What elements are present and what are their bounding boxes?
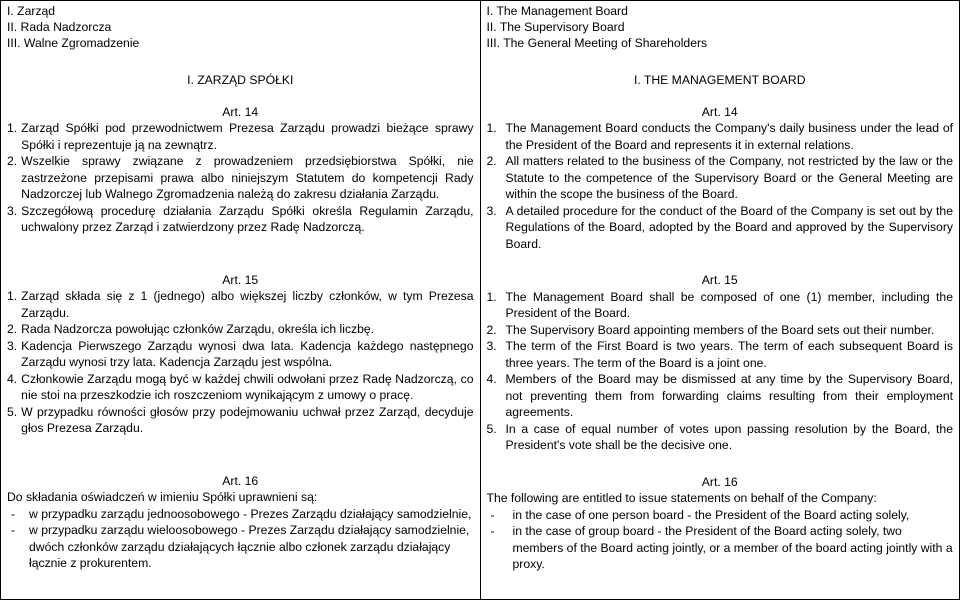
english-intro — [487, 3, 954, 51]
article-14-item — [7, 153, 474, 203]
article-16-item — [487, 523, 954, 573]
article-15-item — [487, 371, 954, 421]
item-text: w przypadku zarządu jednoosobowego - Prezes Zarządu działający samodzielnie, — [29, 506, 472, 521]
item-number: 1. — [7, 289, 18, 303]
item-text: w przypadku zarządu wieloosobowego - Prezes Zarządu działający samodzielnie, dwóch członków zarządu działających łącznie albo członek zarządu działający łącznie z prokurentem. — [29, 523, 470, 570]
article-15-item — [7, 404, 474, 437]
intro-line: I. The Management Board — [486, 4, 628, 18]
article-14-item — [7, 120, 474, 153]
article-14-item — [487, 203, 954, 253]
item-text: The term of the First Board is two years. The term of each subsequent Board is three years. The term of the Board is a joint one. — [505, 339, 953, 370]
section-title: I. THE MANAGEMENT BOARD — [633, 73, 806, 87]
item-text: Wszelkie sprawy związane z prowadzeniem przedsiębiorstwa Spółki, nie zastrzeżone przepisami prawa albo niniejszym Statutem do kompetencji Rady Nadzorczej lub Walnego Zgromadzenia należą do zakresu działania Zarządu. — [21, 154, 474, 201]
section-title: I. ZARZĄD SPÓŁKI — [187, 73, 294, 87]
dash-marker: - — [490, 524, 495, 538]
item-text: Zarząd Spółki pod przewodnictwem Prezesa Zarządu prowadzi bieżące sprawy Spółki i reprezentuje ją na zewnątrz. — [21, 121, 474, 152]
item-number: 1. — [7, 121, 18, 135]
item-number: 3. — [486, 203, 497, 218]
item-text: In a case of equal number of votes upon passing resolution by the Board, the President's vote shall be the decisive one. — [505, 421, 953, 452]
item-number: 4. — [486, 372, 497, 386]
dash-marker: - — [490, 507, 495, 522]
item-text: The Supervisory Board appointing members of the Board sets out their number. — [505, 322, 935, 337]
item-text: The Management Board conducts the Company's daily business under the lead of the President of the Board and represents it in external relations. — [505, 121, 953, 152]
item-number: 2. — [486, 322, 497, 337]
polish-content — [7, 3, 474, 572]
item-text: A detailed procedure for the conduct of the Board of the Company is set out by the Regulations of the Board, adopted by the Board and approved by the Supervisory Board. — [505, 203, 953, 251]
article-16-title: Art. 16 — [701, 474, 738, 489]
intro-line: III. Walne Zgromadzenie — [7, 36, 140, 50]
article-14-item — [7, 203, 474, 236]
item-number: 3. — [7, 338, 18, 353]
article-15-title: Art. 15 — [222, 272, 259, 287]
article-16-lead: Do składania oświadczeń w imieniu Spółki uprawnieni są: — [7, 490, 318, 504]
article-15-item — [487, 421, 954, 454]
article-16-item — [7, 506, 474, 523]
english-column — [480, 1, 960, 600]
item-text: Kadencja Pierwszego Zarządu wynosi dwa lata. Kadencja każdego następnego Zarządu wynosi trzy lata. Kadencja Zarządu jest wspólna. — [21, 338, 474, 369]
article-14-item — [487, 120, 954, 153]
article-16-item — [487, 507, 954, 524]
intro-line: II. The Supervisory Board — [486, 20, 625, 34]
item-number: 2. — [486, 154, 497, 168]
item-text: Members of the Board may be dismissed at any time by the Supervisory Board, not preventing them from forwarding claims resulting from their employment agreements. — [505, 372, 953, 419]
article-16-title: Art. 16 — [222, 473, 259, 488]
item-text: Rada Nadzorcza powołując członków Zarządu, określa ich liczbę. — [21, 322, 375, 336]
item-number: 2. — [7, 322, 18, 336]
article-16-item — [7, 522, 474, 572]
article-15-item — [487, 289, 954, 322]
intro-line: I. Zarząd — [7, 4, 56, 18]
item-number: 1. — [486, 121, 497, 135]
english-content — [487, 3, 954, 573]
item-number: 4. — [7, 371, 18, 386]
polish-column — [1, 1, 481, 600]
article-15-item — [487, 338, 954, 371]
dash-marker: - — [11, 506, 16, 521]
item-text: W przypadku równości głosów przy podejmowaniu uchwał przez Zarząd, decyduje głos Prezesa Zarządu. — [21, 404, 474, 435]
item-number: 5. — [486, 421, 497, 436]
article-15-item — [7, 288, 474, 321]
item-text: All matters related to the business of the Company, not restricted by the law or the Statute to the competence of the Supervisory Board or the General Meeting are within the scope the business of the Board. — [505, 154, 953, 201]
article-16-lead: The following are entitled to issue statements on behalf of the Company: — [486, 491, 877, 505]
article-15-item — [7, 321, 474, 338]
item-number: 2. — [7, 154, 18, 168]
article-14-title: Art. 14 — [701, 104, 738, 119]
intro-line: II. Rada Nadzorcza — [7, 20, 112, 34]
item-text: The Management Board shall be composed of one (1) member, including the President of the Board. — [505, 289, 953, 320]
item-text: in the case of group board - the President of the Board acting solely, two members of the Board acting jointly, or a member of the board acting jointly with a proxy. — [512, 524, 953, 571]
article-15-item — [7, 338, 474, 371]
item-number: 1. — [486, 289, 497, 304]
polish-intro — [7, 3, 474, 51]
item-text: Członkowie Zarządu mogą być w każdej chwili odwołani przez Radę Nadzorczą, co nie stoi na przeszkodzie ich roszczeniom wynikającym z umowy o pracę. — [21, 371, 474, 402]
item-number: 3. — [7, 203, 18, 218]
article-14-item — [487, 153, 954, 203]
item-number: 3. — [486, 339, 497, 353]
dash-marker: - — [11, 523, 16, 537]
item-text: in the case of one person board - the President of the Board acting solely, — [512, 507, 910, 522]
article-15-item — [7, 371, 474, 404]
item-number: 5. — [7, 404, 18, 419]
intro-line: III. The General Meeting of Shareholders — [486, 36, 708, 50]
article-15-title: Art. 15 — [701, 273, 738, 287]
article-14-title: Art. 14 — [222, 104, 259, 119]
item-text: Zarząd składa się z 1 (jednego) albo większej liczby członków, w tym Prezesa Zarządu. — [21, 289, 474, 320]
item-text: Szczegółową procedurę działania Zarządu Spółki określa Regulamin Zarządu, uchwalony przez Zarząd i zatwierdzony przez Radę Nadzorczą. — [21, 203, 474, 234]
article-15-item — [487, 322, 954, 339]
